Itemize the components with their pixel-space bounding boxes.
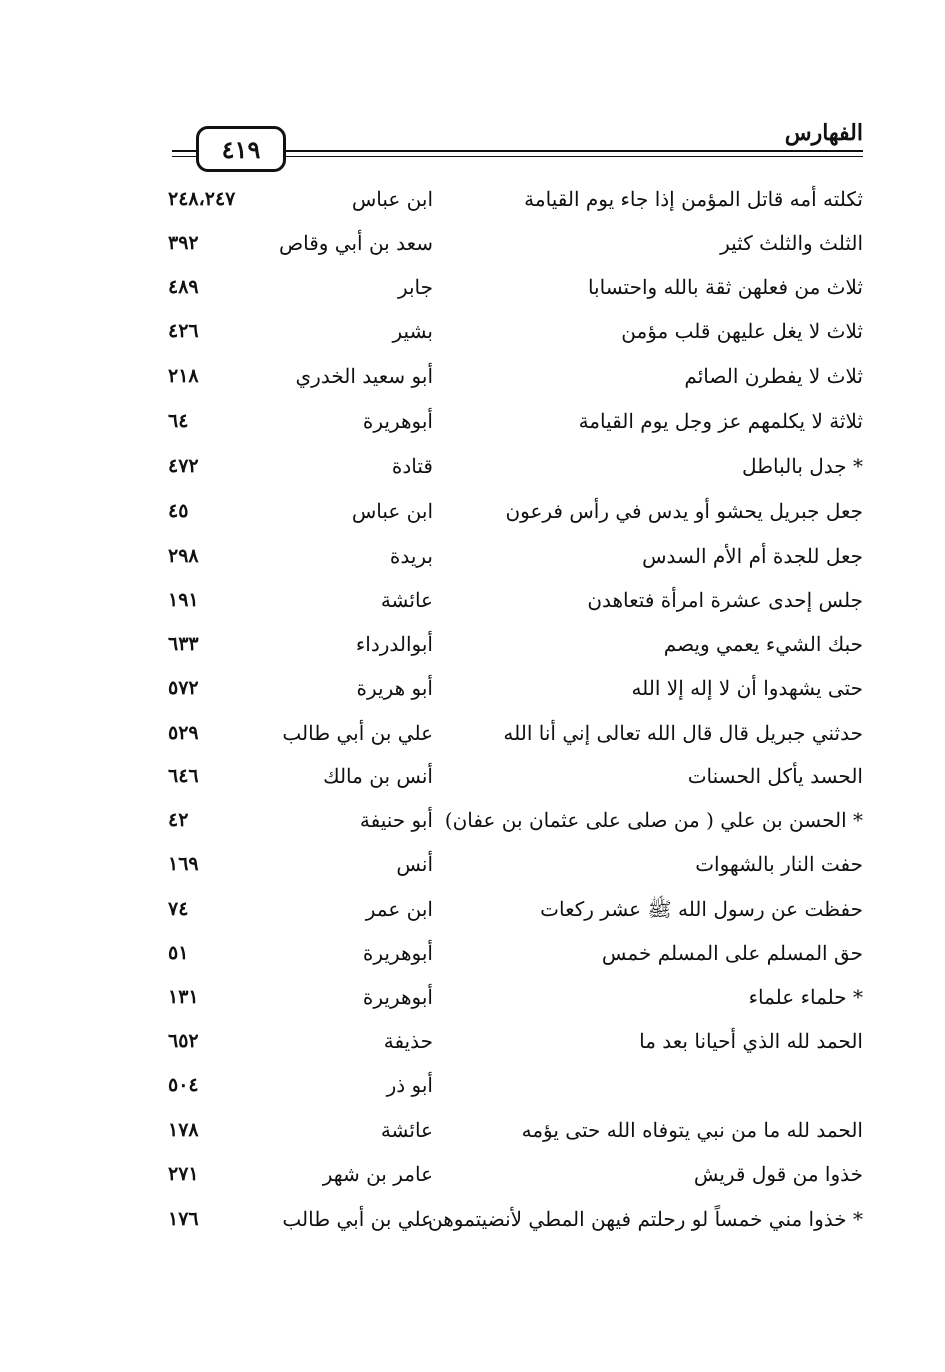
hadith-text: الحمد لله ما من نبي يتوفاه الله حتى يؤمه [521,1118,863,1142]
narrator-name: أبوهريرة [362,985,433,1009]
page-reference: ٥٠٤ [168,1074,199,1096]
page-reference: ٤٧٢ [168,455,199,477]
narrator-name: سعد بن أبي وقاص [278,231,433,255]
page-reference: ٢١٨ [168,365,199,387]
index-row [0,225,945,261]
narrator-name: جابر [397,275,433,299]
hadith-text: * حلماء علماء [748,985,863,1009]
index-row [0,313,945,349]
page-reference: ٣٩٢ [168,232,199,254]
hadith-text: جعل جبريل يحشو أو يدس في رأس فرعون [505,499,863,523]
index-row [0,935,945,971]
index-row [0,493,945,529]
narrator-name: علي بن أبي طالب [282,1207,433,1231]
page-reference: ٥٧٢ [168,677,199,699]
hadith-text: الثلث والثلث كثير [720,231,863,255]
index-row [0,1023,945,1059]
page-reference: ٢٩٨ [168,545,199,567]
narrator-name: ابن عمر [365,897,433,921]
index-row [0,1112,945,1148]
index-row [0,715,945,751]
narrator-name: ابن عباس [351,187,433,211]
index-row [0,269,945,305]
hadith-text: حق المسلم على المسلم خمس [601,941,863,965]
narrator-name: أبو هريرة [356,676,433,700]
page-reference: ٧٤ [168,898,189,920]
narrator-name: عائشة [380,588,433,612]
index-row [0,979,945,1015]
page-reference: ٤٥ [168,500,189,522]
page-reference: ٤٨٩ [168,276,199,298]
page-reference: ٤٢ [168,809,189,831]
hadith-text: حفظت عن رسول الله ﷺ عشر ركعات [540,897,863,921]
narrator-name: عائشة [380,1118,433,1142]
hadith-text: ثكلته أمه قاتل المؤمن إذا جاء يوم القيامة [524,187,863,211]
narrator-name: ابن عباس [351,499,433,523]
index-row [0,181,945,217]
page-reference: ١٦٩ [168,853,199,875]
hadith-text: حتى يشهدوا أن لا إله إلا الله [631,676,863,700]
hadith-text: الحمد لله الذي أحيانا بعد ما [639,1029,863,1053]
index-row [0,582,945,618]
hadith-text: * جدل بالباطل [741,454,863,478]
page-reference: ٥١ [168,942,189,964]
index-row [0,448,945,484]
hadith-text: الحسد يأكل الحسنات [687,764,863,788]
page-reference: ١٩١ [168,589,199,611]
narrator-name: عامر بن شهر [322,1162,433,1186]
narrator-name: أبوهريرة [362,941,433,965]
index-row [0,1156,945,1192]
hadith-text: حفت النار بالشهوات [695,852,863,876]
page-reference: ٤٢٦ [168,320,199,342]
page-reference: ١٣١ [168,986,199,1008]
hadith-text: ثلاثة لا يكلمهم عز وجل يوم القيامة [578,409,863,433]
index-row [0,802,945,838]
index-row [0,846,945,882]
hadith-text: ثلاث من فعلهن ثقة بالله واحتسابا [587,275,863,299]
narrator-name: علي بن أبي طالب [282,721,433,745]
index-row [0,403,945,439]
index-row [0,670,945,706]
hadith-text: خذوا من قول قريش [693,1162,863,1186]
index-row [0,891,945,927]
narrator-name: أنس [396,852,433,876]
index-row [0,538,945,574]
index-row [0,1067,945,1103]
hadith-text: حدثني جبريل قال قال الله تعالى إني أنا الله [503,721,863,745]
narrator-name: أبوهريرة [362,409,433,433]
page-reference: ٦٣٣ [168,633,199,655]
page-reference: ٢٧١ [168,1163,199,1185]
page-reference: ٦٥٢ [168,1030,199,1052]
narrator-name: بريدة [389,544,433,568]
narrator-name: أبو ذر [386,1073,433,1097]
page-reference: ٦٤٦ [168,765,199,787]
narrator-name: أنس بن مالك [323,764,433,788]
narrator-name: أبو حنيفة [359,808,433,832]
index-row [0,758,945,794]
hadith-text: حبك الشيء يعمي ويصم [663,632,863,656]
hadith-text: * خذوا مني خمساً لو رحلتم فيهن المطي لأنضيتموهن [427,1207,863,1231]
page-reference: ٥٢٩ [168,722,199,744]
narrator-name: أبوالدرداء [355,632,433,656]
page-reference: ١٧٦ [168,1208,199,1230]
index-row [0,358,945,394]
narrator-name: أبو سعيد الخدري [295,364,433,388]
narrator-name: حذيفة [383,1029,433,1053]
hadith-text: جلس إحدى عشرة امرأة فتعاهدن [587,588,863,612]
hadith-text: ثلاث لا يغل عليهن قلب مؤمن [621,319,863,343]
page-reference: ١٧٨ [168,1119,199,1141]
narrator-name: بشير [392,319,433,343]
hadith-text: جعل للجدة أم الأم السدس [642,544,863,568]
hadith-text: ثلاث لا يفطرن الصائم [684,364,863,388]
index-row [0,626,945,662]
page-header-title: الفهارس [784,120,863,146]
page-reference: ٢٤٨،٢٤٧ [168,188,236,210]
narrator-name: قتادة [391,454,433,478]
index-row [0,1201,945,1237]
page-number: ٤١٩ [196,126,286,172]
hadith-text: * الحسن بن علي ( من صلى على عثمان بن عفان) [444,808,863,832]
page-reference: ٦٤ [168,410,189,432]
